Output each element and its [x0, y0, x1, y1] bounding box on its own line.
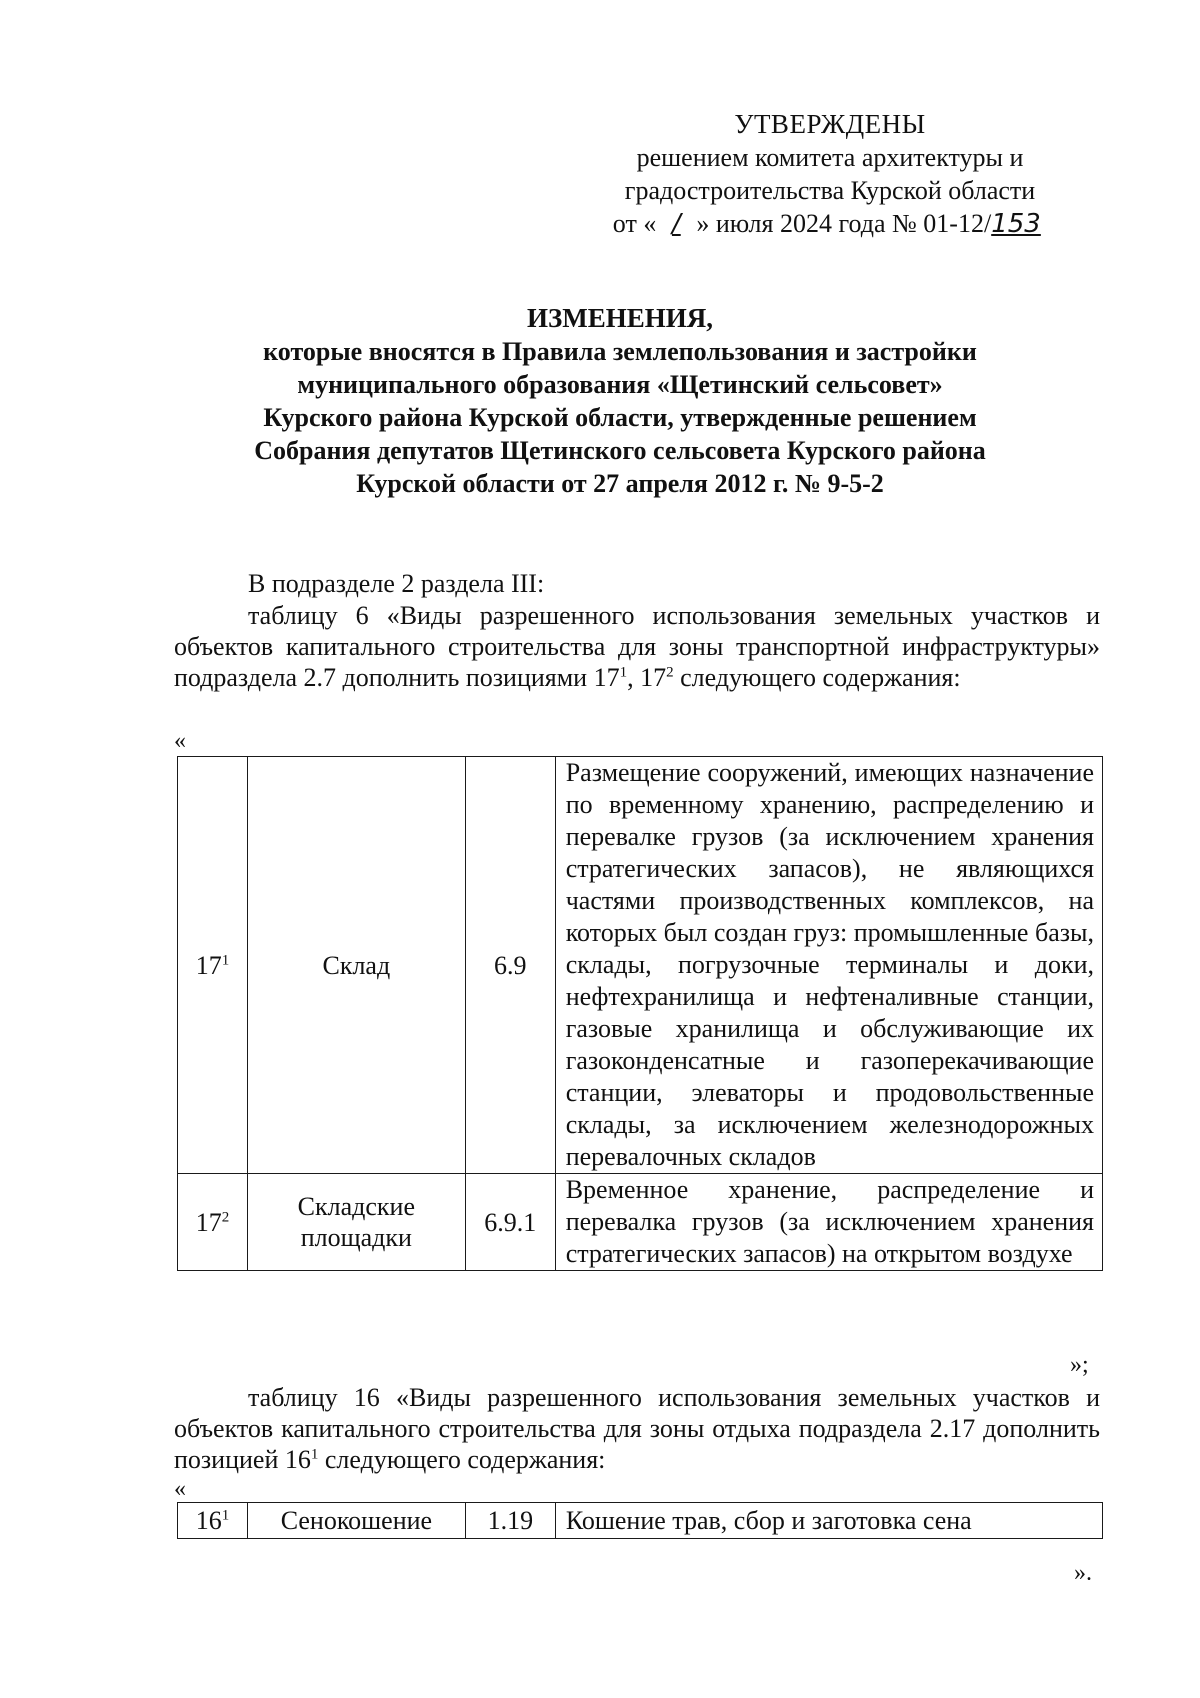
- heading-title: ИЗМЕНЕНИЯ,: [526, 303, 713, 333]
- para1-after: следующего содержания:: [673, 663, 961, 692]
- approval-line-2: градостроительства Курской области: [624, 176, 1036, 205]
- row-code-cell: 6.9.1: [465, 1174, 555, 1271]
- approval-date-line: [600, 207, 1060, 241]
- heading-line: муниципального образования «Щетинский сельсовет»: [297, 370, 943, 399]
- handwritten-day: /: [671, 209, 681, 239]
- row-description-cell: Кошение трав, сбор и заготовка сена: [555, 1503, 1102, 1539]
- table-row: [178, 757, 1103, 1174]
- approval-date-middle: » июля 2024 года № 01-12/: [696, 209, 992, 238]
- intro-text: В подразделе 2 раздела III:: [248, 569, 545, 598]
- para1-text: таблицу 6 «Виды разрешенного использования земельных участков и объектов капитального строительства для зоны транспортной инфраструктуры» подраздела 2.7 дополнить позициями 17: [174, 601, 1100, 692]
- row-name-cell: Складские площадки: [247, 1174, 465, 1271]
- approval-title: УТВЕРЖДЕНЫ: [734, 109, 926, 139]
- row-number-cell: $17^2$: [178, 1174, 248, 1271]
- approval-date-prefix: от «: [612, 209, 657, 238]
- table-recreation-zone: [177, 1502, 1103, 1539]
- row-number-cell: $17^1$: [178, 757, 248, 1174]
- row-name-cell: Сенокошение: [247, 1503, 465, 1539]
- paragraph-table-6: [174, 600, 1100, 693]
- open-quote-1: «: [174, 728, 186, 754]
- close-quote-2: ».: [1074, 1560, 1092, 1586]
- para2-text: таблицу 16 «Виды разрешенного использования земельных участков и объектов капитального строительства для зоны отдыха подраздела 2.17 дополнить позицией 16: [174, 1383, 1100, 1474]
- row-description-cell: Размещение сооружений, имеющих назначение по временному хранению, распределению и перевалке грузов (за исключением хранения стратегических запасов), не являющихся частями производственных комплексов, на которых был создан груз: промышленные базы, склады, погрузочные терминалы и доки, нефтехранилища и нефтеналивные станции, газовые хранилища и обслуживающие их газоконденсатные и газоперекачивающие станции, элеваторы и продовольственные склады, за исключением железнодорожных перевалочных складов: [555, 757, 1102, 1174]
- row-description-cell: Временное хранение, распределение и перевалка грузов (за исключением хранения стратегических запасов) на открытом воздухе: [555, 1174, 1102, 1271]
- row-number-cell: $16^1$: [178, 1503, 248, 1539]
- para1-sup-2: 2: [666, 664, 674, 681]
- table-row: [178, 1503, 1103, 1539]
- row-code-cell: 6.9: [465, 757, 555, 1174]
- heading-line: которые вносятся в Правила землепользования и застройки: [263, 337, 977, 366]
- intro-paragraph: [174, 568, 1100, 599]
- row-name-cell: Склад: [247, 757, 465, 1174]
- table-row: [178, 1174, 1103, 1271]
- paragraph-table-16: [174, 1382, 1100, 1475]
- heading-line: Собрания депутатов Щетинского сельсовета Курского района: [254, 436, 986, 465]
- row-code-cell: 1.19: [465, 1503, 555, 1539]
- para2-after: следующего содержания:: [318, 1445, 606, 1474]
- approval-block: [600, 108, 1060, 241]
- para1-sup-1: 1: [619, 664, 628, 681]
- close-quote-1: »;: [1070, 1352, 1089, 1378]
- para2-sup: 1: [310, 1446, 319, 1463]
- document-heading: [170, 302, 1070, 500]
- heading-line: Курской области от 27 апреля 2012 г. № 9-5-2: [356, 469, 884, 498]
- heading-line: Курского района Курской области, утвержденные решением: [263, 403, 977, 432]
- handwritten-doc-number: 153: [991, 209, 1041, 239]
- table-transport-zone: [177, 756, 1103, 1271]
- para1-mid: , 17: [627, 663, 667, 692]
- open-quote-2: «: [174, 1476, 186, 1502]
- approval-line-1: решением комитета архитектуры и: [636, 143, 1024, 172]
